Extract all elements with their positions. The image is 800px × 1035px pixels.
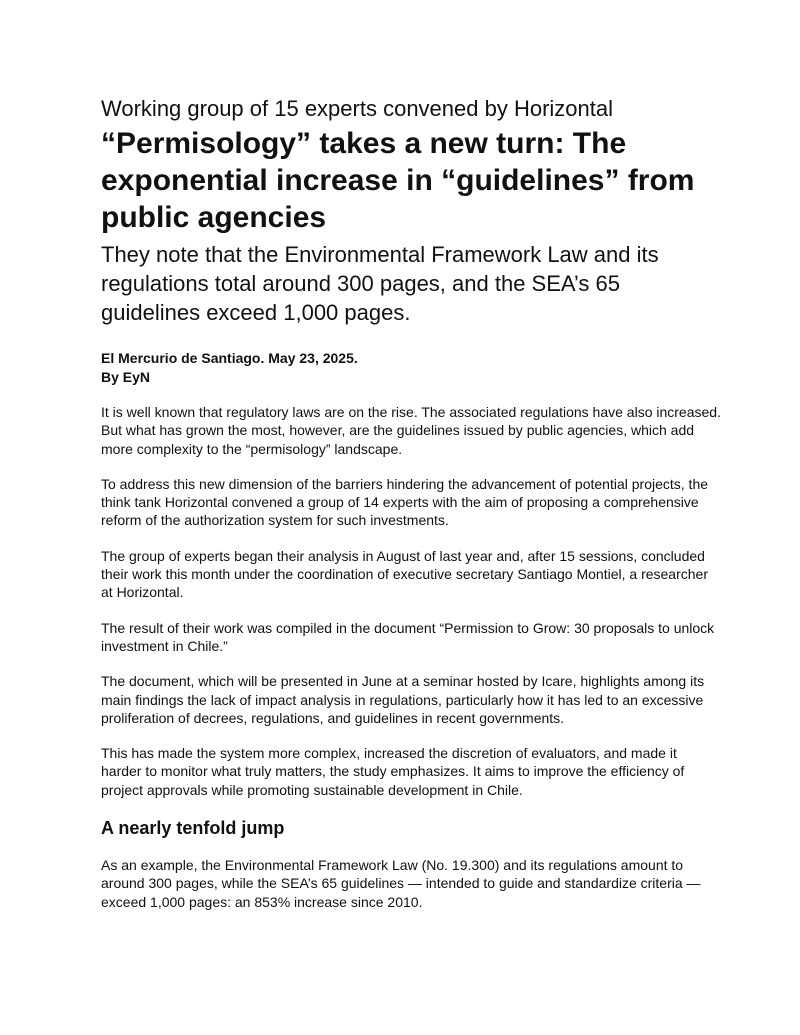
article xyxy=(101,95,721,911)
article-deck: They note that the Environmental Framework Law and its regulations total around 300 pages, and the SEA’s 65 guidelines exceed 1,000 pages. xyxy=(101,242,659,325)
body-paragraph: The document, which will be presented in June at a seminar hosted by Icare, highlights among its main findings the lack of impact analysis in regulations, particularly how it has led to an excessive proliferation of decrees, regulations, and guidelines in recent governments. xyxy=(101,673,705,726)
author-line: By EyN xyxy=(101,369,151,385)
body-paragraph: It is well known that regulatory laws are on the rise. The associated regulations have also increased. But what has grown the most, however, are the guidelines issued by public agencies, which add more complexity to the “permisology” landscape. xyxy=(101,404,721,457)
article-kicker: Working group of 15 experts convened by Horizontal xyxy=(101,96,613,121)
body-paragraph: As an example, the Environmental Framework Law (No. 19.300) and its regulations amount to around 300 pages, while the SEA’s 65 guidelines — intended to guide and standardize criteria — exceed 1,000 pages: an 853% increase since 2010. xyxy=(101,857,701,910)
body-paragraph: This has made the system more complex, increased the discretion of evaluators, and made it harder to monitor what truly matters, the study emphasizes. It aims to improve the efficiency of project approvals while promoting sustainable development in Chile. xyxy=(101,745,685,798)
body-paragraph: The result of their work was compiled in the document “Permission to Grow: 30 proposals to unlock investment in Chile.” xyxy=(101,619,715,654)
article-headline: “Permisology” takes a new turn: The exponential increase in “guidelines” from public agencies xyxy=(101,127,695,234)
body-paragraph: The group of experts began their analysis in August of last year and, after 15 sessions, concluded their work this month under the coordination of executive secretary Santiago Montiel, a researcher at Horizontal. xyxy=(101,547,708,601)
byline xyxy=(101,349,721,387)
body-paragraph: To address this new dimension of the barriers hindering the advancement of potential projects, the think tank Horizontal convened a group of 14 experts with the aim of proposing a comprehensive reform of the authorization system for such investments. xyxy=(101,475,709,529)
section-subheading: A nearly tenfold jump xyxy=(101,818,285,839)
source-line: El Mercurio de Santiago. May 23, 2025. xyxy=(101,350,358,366)
